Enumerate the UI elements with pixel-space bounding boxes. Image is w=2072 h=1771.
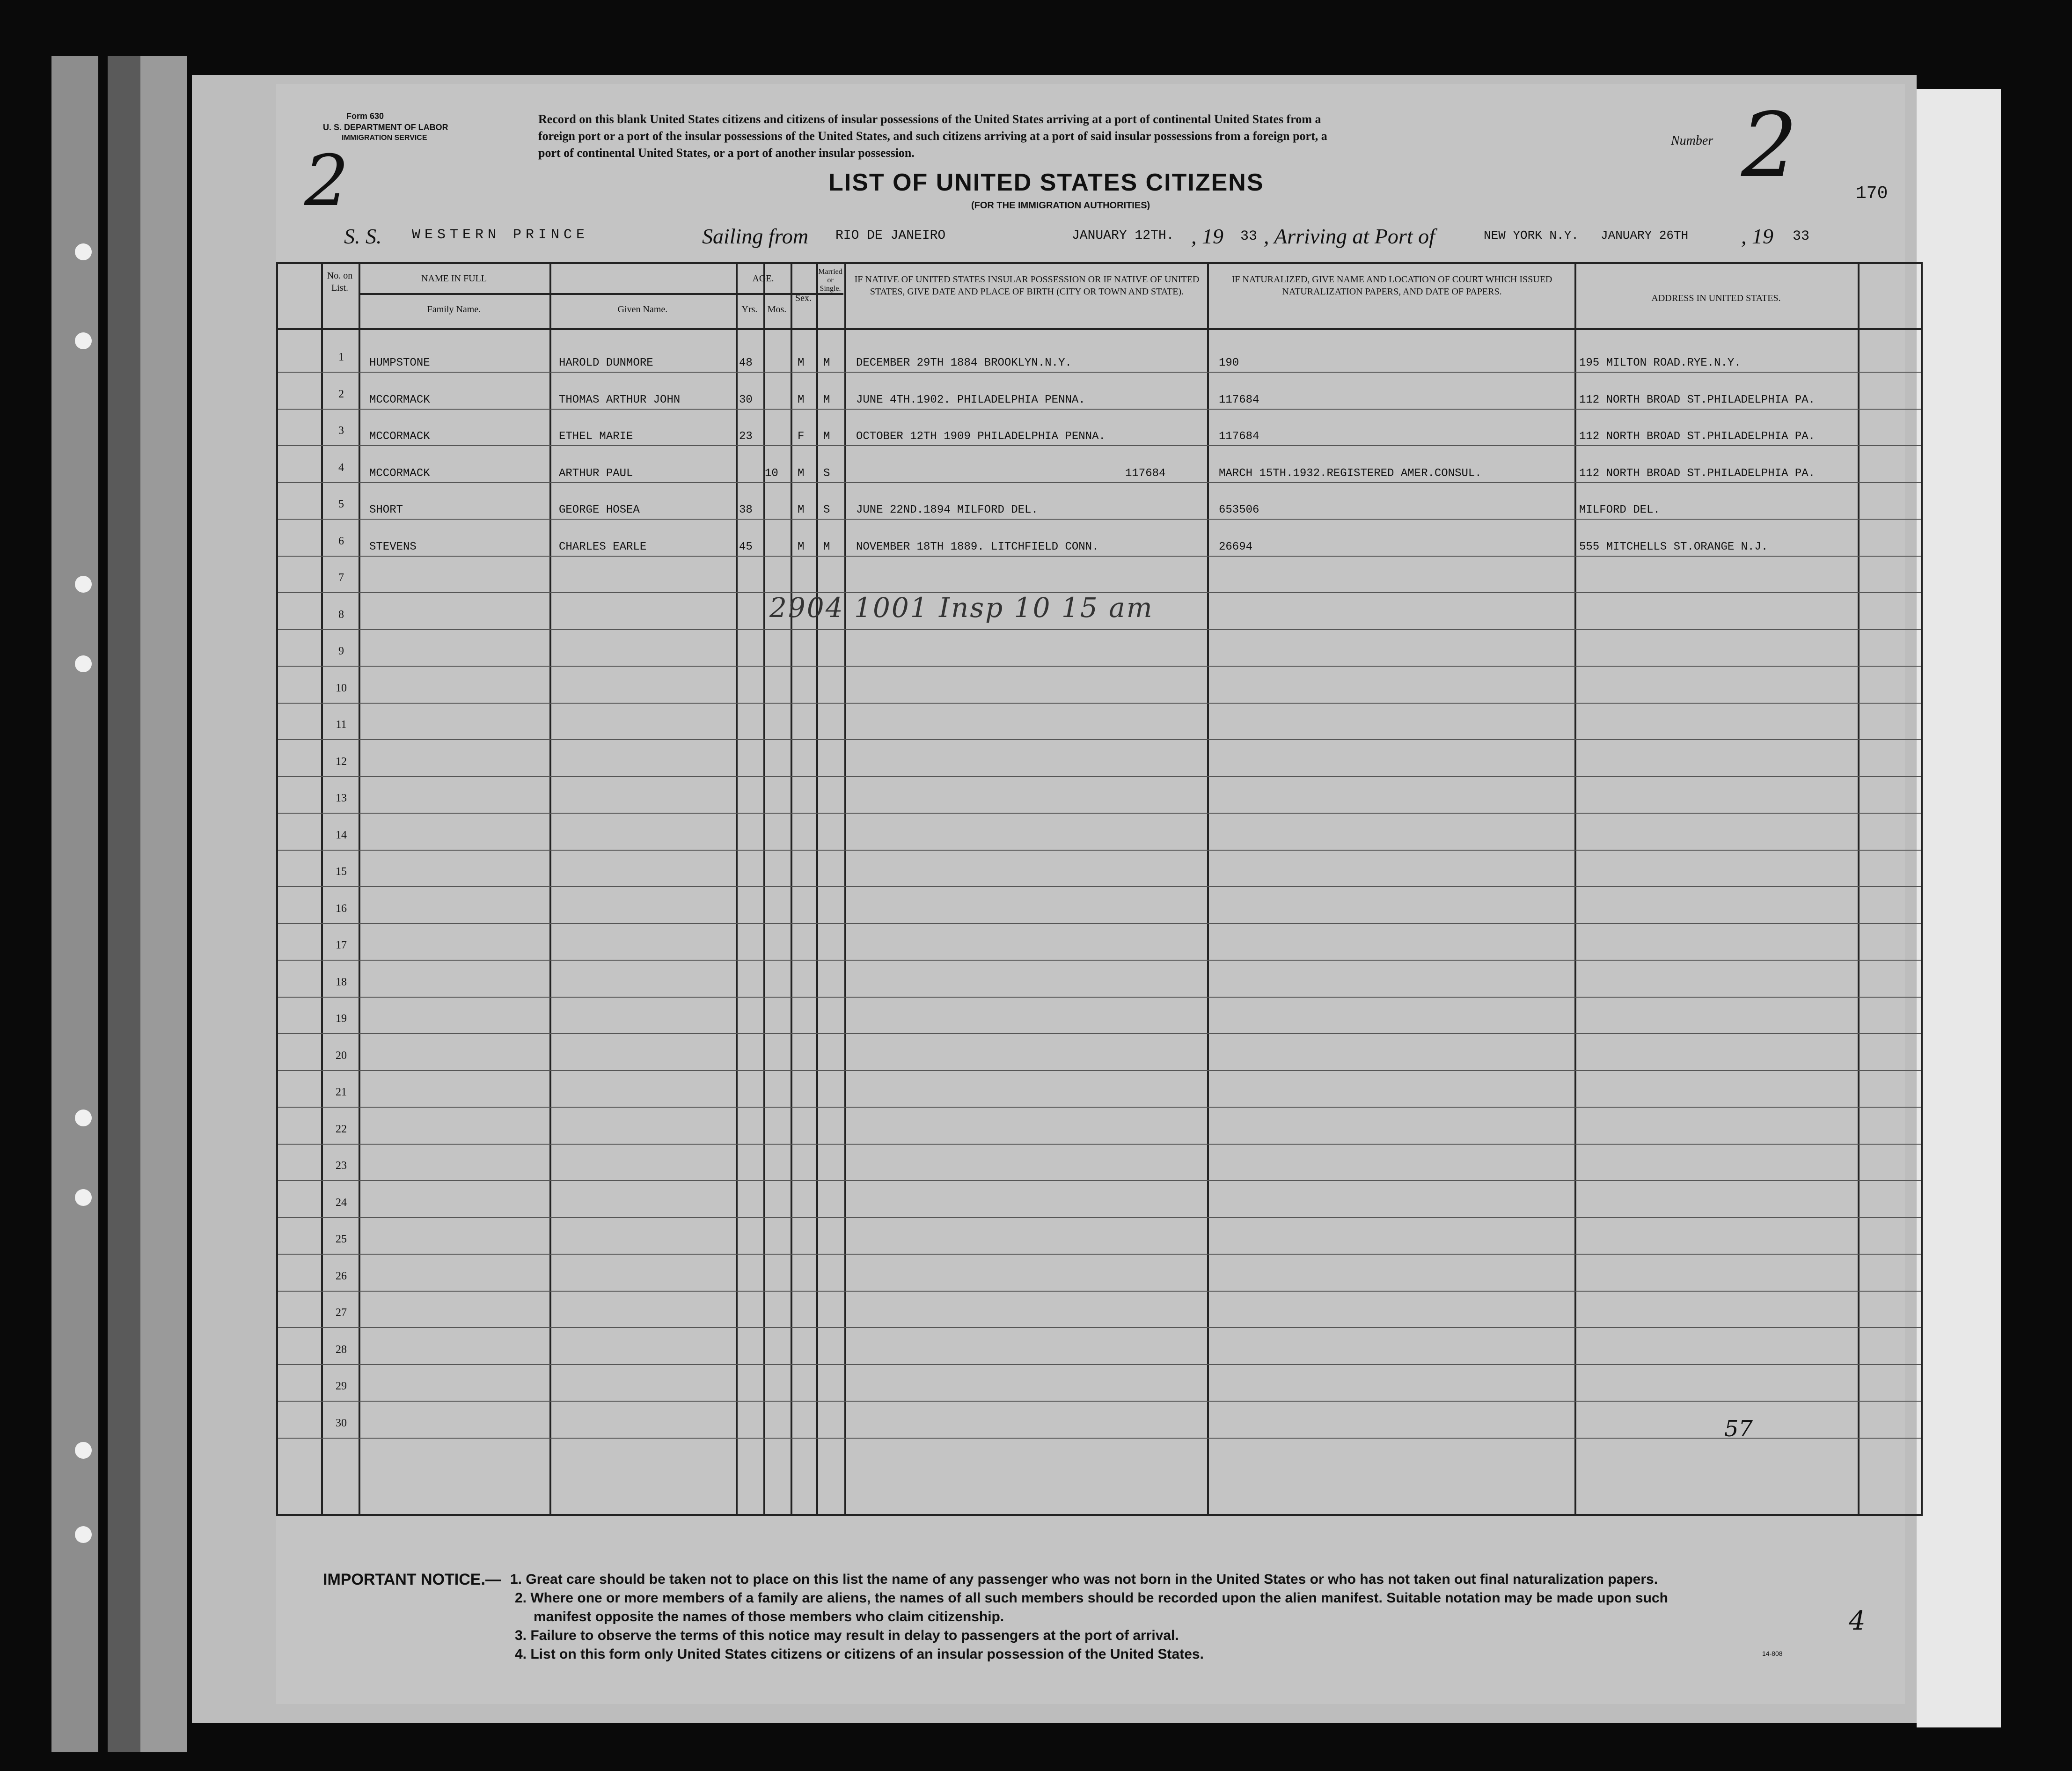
header-sex: Sex. <box>795 293 812 303</box>
row-rule <box>278 482 1921 483</box>
table-cell-nat: 190 <box>1219 357 1239 369</box>
row-rule <box>278 556 1921 557</box>
row-number: 24 <box>336 1196 347 1209</box>
row-rule <box>278 960 1921 961</box>
row-number: 13 <box>336 792 347 804</box>
table-cell-family: STEVENS <box>369 540 417 553</box>
row-number: 6 <box>338 535 344 547</box>
table-cell-given: ARTHUR PAUL <box>559 467 633 480</box>
row-number: 7 <box>338 572 344 584</box>
table-cell-mos: 10 <box>765 467 778 480</box>
row-number: 21 <box>336 1086 347 1098</box>
row-rule <box>278 1217 1921 1218</box>
column-rule <box>359 264 360 1514</box>
column-rule <box>844 264 846 1514</box>
table-cell-given: CHARLES EARLE <box>559 540 647 553</box>
right-margin-strip <box>1917 89 2001 1727</box>
table-cell-ms: S <box>823 504 830 516</box>
table-cell-nat: 653506 <box>1219 504 1259 516</box>
header-months: Mos. <box>767 304 787 315</box>
row-rule <box>278 923 1921 924</box>
row-rule <box>278 1364 1921 1365</box>
row-number: 15 <box>336 866 347 878</box>
header-address: ADDRESS IN UNITED STATES. <box>1651 293 1781 303</box>
table-cell-nat: 26694 <box>1219 540 1253 553</box>
table-cell-ms: M <box>823 393 830 406</box>
arrival-port: NEW YORK N.Y. <box>1484 228 1579 243</box>
table-cell-addr: 112 NORTH BROAD ST.PHILADELPHIA PA. <box>1579 393 1816 406</box>
header-naturalization: IF NATURALIZED, GIVE NAME AND LOCATION OF COURT WHICH ISSUED NATURALIZATION PAPERS, AND DATE OF PAPERS. <box>1231 274 1552 297</box>
header-age: AGE. <box>752 273 774 284</box>
row-number: 23 <box>336 1160 347 1172</box>
column-rule <box>763 264 765 1514</box>
binding-hole <box>75 655 92 672</box>
handwritten-count: 57 <box>1724 1416 1753 1442</box>
row-rule <box>278 997 1921 998</box>
table-cell-yrs: 48 <box>739 357 753 369</box>
row-number: 27 <box>336 1307 347 1319</box>
header-given-name: Given Name. <box>617 304 668 315</box>
row-number: 12 <box>336 755 347 768</box>
header-years: Yrs. <box>741 304 758 315</box>
preamble-line-3: port of continental United States, or a port of another insular possession. <box>538 146 915 160</box>
arriving-label: , Arriving at Port of <box>1264 224 1435 248</box>
handwritten-inspection-note: 2904 1001 Insp 10 15 am <box>769 592 1154 624</box>
table-cell-nat: 117684 <box>1219 393 1259 406</box>
row-rule <box>278 1107 1921 1108</box>
row-number: 22 <box>336 1123 347 1135</box>
arrival-year-prefix: , 19 <box>1741 224 1773 248</box>
row-number: 18 <box>336 976 347 988</box>
number-label: Number <box>1671 133 1713 148</box>
column-rule <box>816 264 818 1514</box>
table-cell-family: MCCORMACK <box>369 467 430 480</box>
table-cell-family: HUMPSTONE <box>369 357 430 369</box>
row-rule <box>278 739 1921 740</box>
table-cell-given: HAROLD DUNMORE <box>559 357 653 369</box>
left-margin-strip <box>108 56 140 1752</box>
ss-label: S. S. <box>344 224 382 248</box>
left-margin-strip <box>51 56 98 1752</box>
row-rule <box>278 629 1921 630</box>
notice-item-3: 3. Failure to observe the terms of this notice may result in delay to passengers at the port of arrival. <box>515 1628 1179 1643</box>
row-number: 4 <box>338 461 344 474</box>
row-rule <box>278 409 1921 410</box>
row-rule <box>278 1070 1921 1071</box>
row-number: 11 <box>336 719 347 731</box>
row-number: 17 <box>336 939 347 951</box>
table-cell-sex: M <box>798 504 805 516</box>
column-rule <box>791 264 792 1514</box>
notice-item-2a: 2. Where one or more members of a family are aliens, the names of all such members should be recorded upon the alien manifest. Suitable notation may be made upon such <box>515 1590 1668 1606</box>
row-rule <box>278 1438 1921 1439</box>
preamble-line-1: Record on this blank United States citizens and citizens of insular possessions of the United States arriving at a port of continental United States from a <box>538 112 1321 126</box>
table-cell-sex: M <box>798 357 805 369</box>
table-cell-sex: M <box>798 540 805 553</box>
departure-port: RIO DE JANEIRO <box>835 228 946 243</box>
table-cell-addr: 112 NORTH BROAD ST.PHILADELPHIA PA. <box>1579 467 1816 480</box>
table-cell-birth: DECEMBER 29TH 1884 BROOKLYN.N.Y. <box>856 357 1072 369</box>
row-number: 30 <box>336 1417 347 1429</box>
column-rule <box>1574 264 1576 1514</box>
binding-hole <box>75 1110 92 1126</box>
header-married-single: Married or Single. <box>818 268 842 293</box>
column-rule <box>1207 264 1209 1514</box>
header-rule <box>278 328 1921 330</box>
row-number: 1 <box>338 351 344 363</box>
left-margin-strip <box>140 56 187 1752</box>
table-cell-sex: M <box>798 467 805 480</box>
row-number: 25 <box>336 1233 347 1245</box>
row-number: 3 <box>338 425 344 437</box>
table-cell-family: MCCORMACK <box>369 430 430 443</box>
table-cell-given: THOMAS ARTHUR JOHN <box>559 393 681 406</box>
row-rule <box>278 850 1921 851</box>
row-rule <box>278 519 1921 520</box>
row-number: 16 <box>336 902 347 915</box>
column-rule <box>1858 264 1860 1514</box>
column-rule <box>321 264 323 1514</box>
departure-date: JANUARY 12TH. <box>1072 228 1174 243</box>
table-cell-nat: MARCH 15TH.1932.REGISTERED AMER.CONSUL. <box>1219 467 1482 480</box>
table-cell-yrs: 23 <box>739 430 753 443</box>
table-cell-given: ETHEL MARIE <box>559 430 633 443</box>
arrival-date: JANUARY 26TH <box>1601 228 1689 243</box>
table-cell-yrs: 30 <box>739 393 753 406</box>
departure-year: 33 <box>1240 228 1258 244</box>
row-number: 2 <box>338 388 344 400</box>
margin-mark: 4 <box>1849 1606 1866 1636</box>
list-number-value: 2 <box>1741 94 1798 197</box>
table-cell-yrs: 38 <box>739 504 753 516</box>
row-number: 9 <box>338 645 344 657</box>
header-birth-info: IF NATIVE OF UNITED STATES INSULAR POSSESSION OR IF NATIVE OF UNITED STATES, GIVE DATE AND PLACE OF BIRTH (CITY OR TOWN AND STATE). <box>854 274 1200 297</box>
row-number: 5 <box>338 498 344 510</box>
sailing-from-label: Sailing from <box>702 224 809 248</box>
table-cell-given: GEORGE HOSEA <box>559 504 640 516</box>
departure-year-prefix: , 19 <box>1191 224 1223 248</box>
notice-item-1: 1. Great care should be taken not to place on this list the name of any passenger who was not born in the United States or who has not taken out final naturalization papers. <box>510 1572 1658 1587</box>
row-rule <box>278 1033 1921 1034</box>
arrival-year: 33 <box>1793 228 1810 244</box>
row-rule <box>278 886 1921 887</box>
row-rule <box>278 666 1921 667</box>
row-rule <box>278 445 1921 446</box>
ship-name: WESTERN PRINCE <box>412 227 589 243</box>
row-number: 14 <box>336 829 347 841</box>
table-cell-addr: 112 NORTH BROAD ST.PHILADELPHIA PA. <box>1579 430 1816 443</box>
page-title: LIST OF UNITED STATES CITIZENS <box>828 169 1264 196</box>
row-rule <box>278 1327 1921 1328</box>
table-cell-family: MCCORMACK <box>369 393 430 406</box>
row-rule <box>278 1180 1921 1181</box>
table-cell-addr: 195 MILTON ROAD.RYE.N.Y. <box>1579 357 1741 369</box>
table-cell-ms: M <box>823 540 830 553</box>
table-cell-birth: OCTOBER 12TH 1909 PHILADELPHIA PENNA. <box>856 430 1106 443</box>
table-cell-sex: F <box>798 430 805 443</box>
table-cell-birth: NOVEMBER 18TH 1889. LITCHFIELD CONN. <box>856 540 1099 553</box>
row-rule <box>278 1254 1921 1255</box>
row-rule <box>278 1144 1921 1145</box>
column-rule <box>736 264 738 1514</box>
print-code: 14-808 <box>1762 1650 1783 1657</box>
notice-item-4: 4. List on this form only United States citizens or citizens of an insular possession of the United States. <box>515 1646 1204 1662</box>
form-number: Form 630 <box>346 111 384 121</box>
header-no-on-list: No. on List. <box>327 271 353 293</box>
binding-hole <box>75 1526 92 1543</box>
table-cell-ms: M <box>823 357 830 369</box>
table-cell-nat: 117684 <box>1219 430 1259 443</box>
table-cell-birth: 117684 <box>1125 467 1166 480</box>
row-number: 19 <box>336 1013 347 1025</box>
row-rule <box>278 813 1921 814</box>
row-number: 8 <box>338 608 344 621</box>
column-rule <box>549 264 551 1514</box>
row-rule <box>278 703 1921 704</box>
table-cell-ms: S <box>823 467 830 480</box>
page-subtitle: (FOR THE IMMIGRATION AUTHORITIES) <box>971 200 1150 211</box>
table-cell-birth: JUNE 4TH.1902. PHILADELPHIA PENNA. <box>856 393 1085 406</box>
header-family-name: Family Name. <box>427 304 481 315</box>
binding-hole <box>75 1442 92 1459</box>
handwritten-list-number: 2 <box>304 140 349 222</box>
notice-item-2b: manifest opposite the names of those members who claim citizenship. <box>534 1609 1004 1624</box>
row-number: 26 <box>336 1270 347 1282</box>
table-cell-addr: MILFORD DEL. <box>1579 504 1660 516</box>
table-cell-addr: 555 MITCHELLS ST.ORANGE N.J. <box>1579 540 1768 553</box>
department-name: U. S. DEPARTMENT OF LABOR <box>323 123 448 132</box>
row-rule <box>278 1291 1921 1292</box>
notice-label: IMPORTANT NOTICE.— <box>323 1571 501 1588</box>
binding-hole <box>75 243 92 260</box>
citizens-table <box>276 262 1923 1516</box>
page-stamp-number: 170 <box>1856 184 1888 204</box>
binding-hole <box>75 1189 92 1206</box>
row-rule <box>278 1401 1921 1402</box>
row-number: 10 <box>336 682 347 694</box>
table-cell-ms: M <box>823 430 830 443</box>
header-name-in-full: NAME IN FULL <box>421 273 487 284</box>
service-name: IMMIGRATION SERVICE <box>342 134 427 142</box>
table-cell-yrs: 45 <box>739 540 753 553</box>
binding-hole <box>75 576 92 593</box>
row-rule <box>278 372 1921 373</box>
table-cell-birth: JUNE 22ND.1894 MILFORD DEL. <box>856 504 1038 516</box>
header-rule <box>359 293 843 295</box>
row-number: 28 <box>336 1343 347 1356</box>
row-number: 20 <box>336 1049 347 1062</box>
table-cell-family: SHORT <box>369 504 403 516</box>
binding-hole <box>75 332 92 349</box>
table-cell-sex: M <box>798 393 805 406</box>
preamble-line-2: foreign port or a port of the insular possessions of the United States, and such citizens arriving at a port of said insular possessions from a foreign port, a <box>538 129 1327 143</box>
row-rule <box>278 776 1921 777</box>
row-number: 29 <box>336 1380 347 1392</box>
